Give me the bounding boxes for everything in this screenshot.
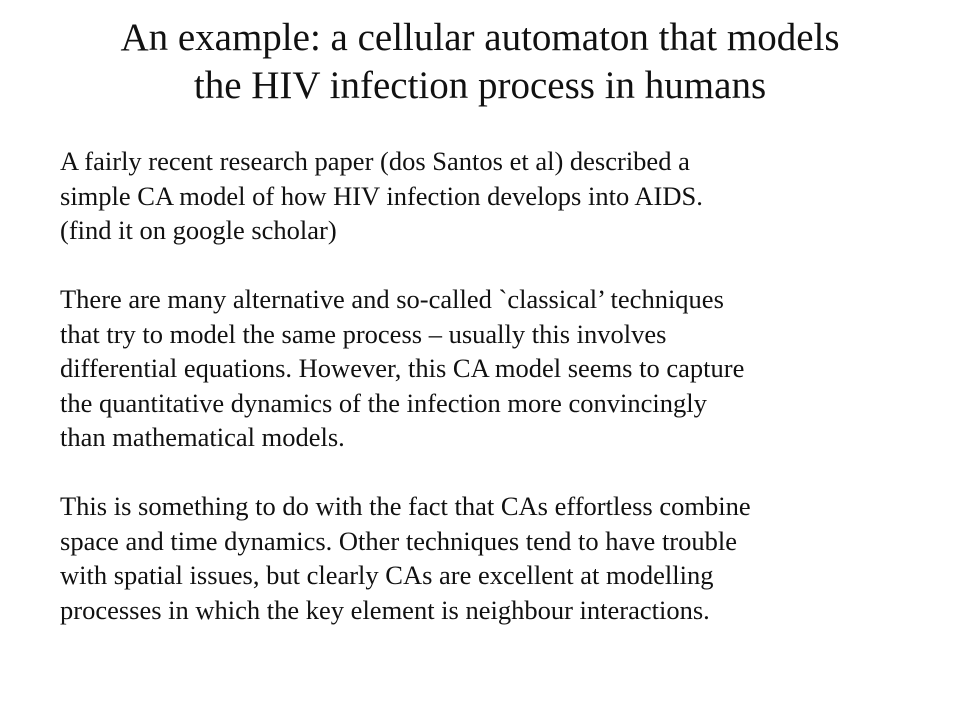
paragraph-line: with spatial issues, but clearly CAs are excellent at modelling (60, 560, 714, 590)
paragraph-spacer (60, 455, 940, 490)
paragraph-space-time-dynamics (60, 489, 940, 627)
paragraph-line: that try to model the same process – usually this involves (60, 318, 667, 349)
paragraph-research-paper (60, 144, 940, 248)
title-line-1: An example: a cellular automaton that models (120, 16, 840, 59)
paragraph-line: the quantitative dynamics of the infection more convincingly (60, 387, 707, 418)
paragraph-classical-techniques (60, 282, 940, 455)
title-line-2: the HIV infection process in humans (193, 64, 767, 107)
paragraph-line: space and time dynamics. Other techniques tend to have trouble (60, 525, 738, 556)
paragraph-line: There are many alternative and so-called `classical’ techniques (60, 284, 724, 314)
slide-body (60, 144, 940, 627)
slide-title (40, 14, 920, 110)
paragraph-line: differential equations. However, this CA model seems to capture (60, 353, 745, 383)
paragraph-spacer (60, 248, 940, 283)
paragraph-line: than mathematical models. (60, 422, 345, 452)
paragraph-line: This is something to do with the fact that CAs effortless combine (60, 491, 751, 521)
paragraph-line: A fairly recent research paper (dos Santos et al) described a (60, 146, 690, 176)
paragraph-line: (find it on google scholar) (60, 215, 337, 245)
paragraph-line: processes in which the key element is neighbour interactions. (60, 594, 710, 625)
paragraph-line: simple CA model of how HIV infection develops into AIDS. (60, 180, 703, 211)
